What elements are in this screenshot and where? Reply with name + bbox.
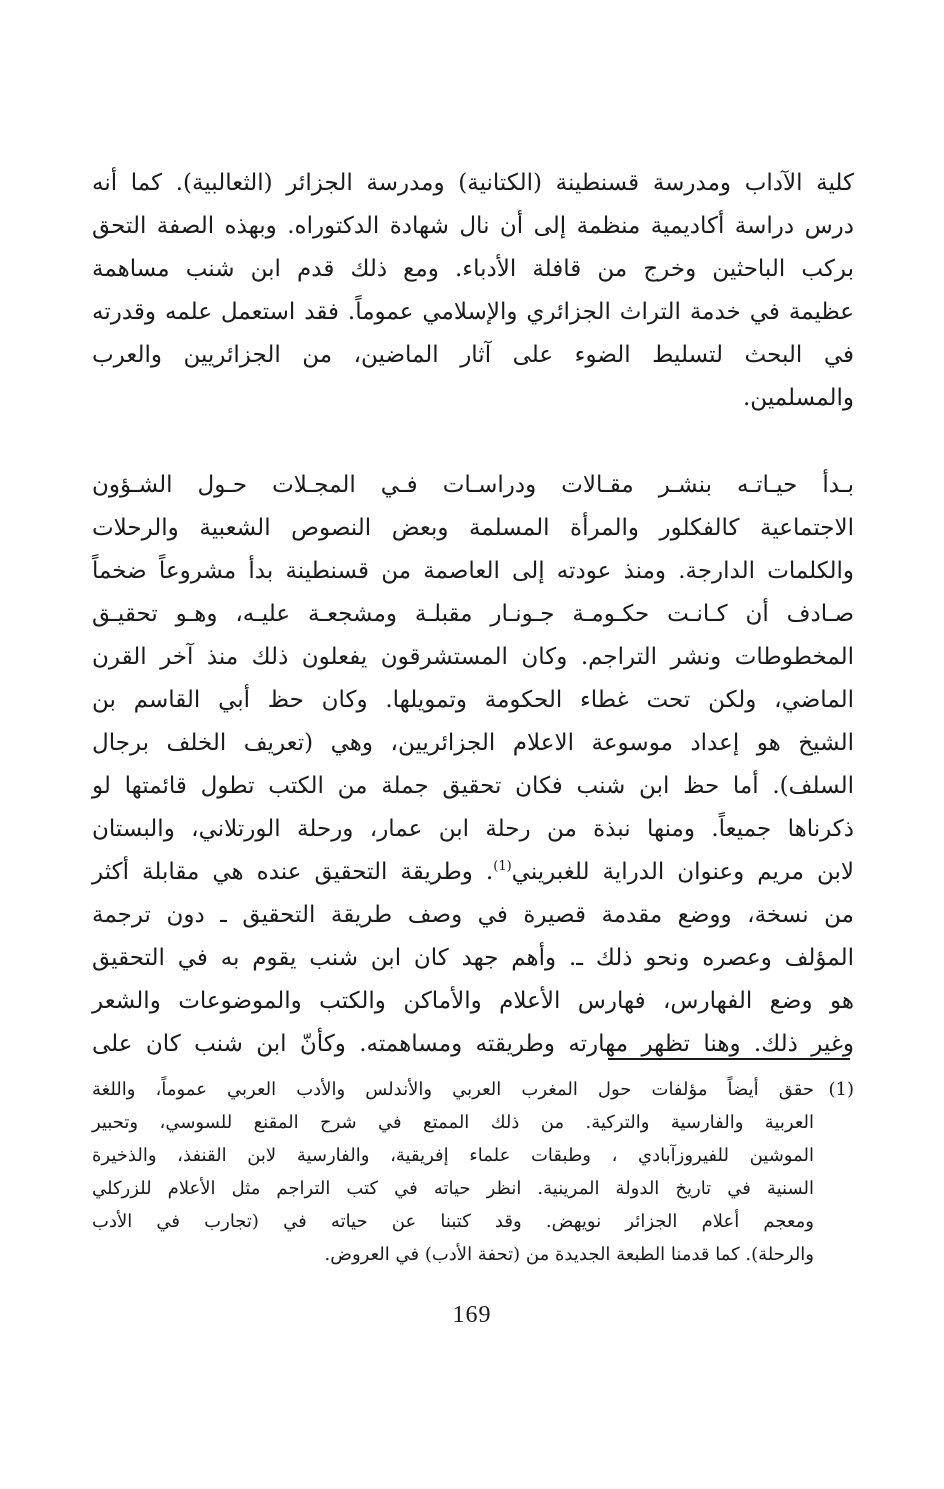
text-line: صـادف أن كـانـت حكـومـة جـونـار مقبلـة ومشجعـة عليـه، وهـو تحقيـق [92,601,854,627]
text-line: درس دراسة أكاديمية منظمة إلى أن نال شهادة الدكتوراه. وبهذه الصفة التحق [92,213,854,239]
text-segment: لابن مريم وعنوان الدراية للغبريني [511,859,854,885]
text-line: المخطوطات ونشر التراجم. وكان المستشرقون يفعلون ذلك منذ آخر القرن [92,644,854,670]
text-line: بركب الباحثين وخرج من قافلة الأدباء. ومع ذلك قدم ابن شنب مساهمة [92,256,854,282]
page-number: 169 [452,1302,492,1328]
text-line: السلف). أما حظ ابن شنب فكان تحقيق جملة من الكتب تطول قائمتها لو [92,773,854,799]
footnote-text: حقق أيضاً مؤلفات حول المغرب العربي والأندلس والأدب العربي عموماً، واللغة [92,1079,814,1100]
text-line: بـدأ حيـاتـه بنشـر مقـالات ودراسـات فـي المجـلات حـول الشـؤون [92,472,854,498]
text-line: من نسخة، ووضع مقدمة قصيرة في وصف طريقة التحقيق ـ دون ترجمة [92,902,854,928]
text-line-with-footnote-ref [92,851,854,894]
text-line: والمسلمين. [743,385,854,411]
text-line: وغير ذلك. وهنا تظهر مهارته وطريقته ومساهمته. وكأنّ ابن شنب كان على [92,1031,854,1057]
footnote-reference[interactable]: (1) [493,859,512,874]
footnote-line [92,1073,854,1106]
text-line: في البحث لتسليط الضوء على آثار الماضين، من الجزائريين والعرب [92,342,854,368]
text-line: الماضي، ولكن تحت غطاء الحكومة وتمويلها. وكان حظ أبي القاسم بن [92,687,854,713]
footnote-number: (1) [828,1079,854,1100]
paragraph-2 [92,464,854,1066]
footnote [92,1073,854,1271]
text-line: الشيخ هو إعداد موسوعة الاعلام الجزائريين، وهي (تعريف الخلف برجال [92,730,854,756]
text-line: عظيمة في خدمة التراث الجزائري والإسلامي عموماً. فقد استعمل علمه وقدرته [92,299,854,325]
text-segment: . وطريقة التحقيق عنده هي مقابلة أكثر [92,859,494,885]
text-line: الاجتماعية كالفكلور والمرأة المسلمة وبعض النصوص الشعبية والرحلات [92,515,854,541]
paragraph-1 [92,162,854,420]
footnote-line: العربية والفارسية والتركية. من ذلك الممتع في شرح المقنع للسوسي، وتحبير [92,1112,814,1133]
footnote-line: السنية في تاريخ الدولة المرينية. انظر حياته في كتب التراجم مثل الأعلام للزركلي [92,1178,814,1199]
footnote-separator [608,1058,850,1060]
footnote-line: والرحلة). كما قدمنا الطبعة الجديدة من (تحفة الأدب) في العروض. [324,1244,814,1265]
text-line: ذكرناها جميعاً. ومنها نبذة من رحلة ابن عمار، ورحلة الورتلاني، والبستان [92,816,854,842]
text-line: والكلمات الدارجة. ومنذ عودته إلى العاصمة من قسنطينة بدأ مشروعاً ضخماً [92,558,854,584]
footnote-line: ومعجم أعلام الجزائر نويهض. وقد كتبنا عن حياته في (تجارب في الأدب [92,1211,814,1232]
text-line: المؤلف وعصره ونحو ذلك ـ. وأهم جهد كان ابن شنب يقوم به في التحقيق [92,945,854,971]
footnote-line: الموشين للفيروزآبادي ، وطبقات علماء إفريقية، والفارسية لابن القنفذ، والذخيرة [92,1145,814,1166]
text-line: هو وضع الفهارس، فهارس الأعلام والأماكن والكتب والموضوعات والشعر [92,988,854,1014]
text-line: كلية الآداب ومدرسة قسنطينة (الكتانية) ومدرسة الجزائر (الثعالبية). كما أنه [92,170,854,196]
